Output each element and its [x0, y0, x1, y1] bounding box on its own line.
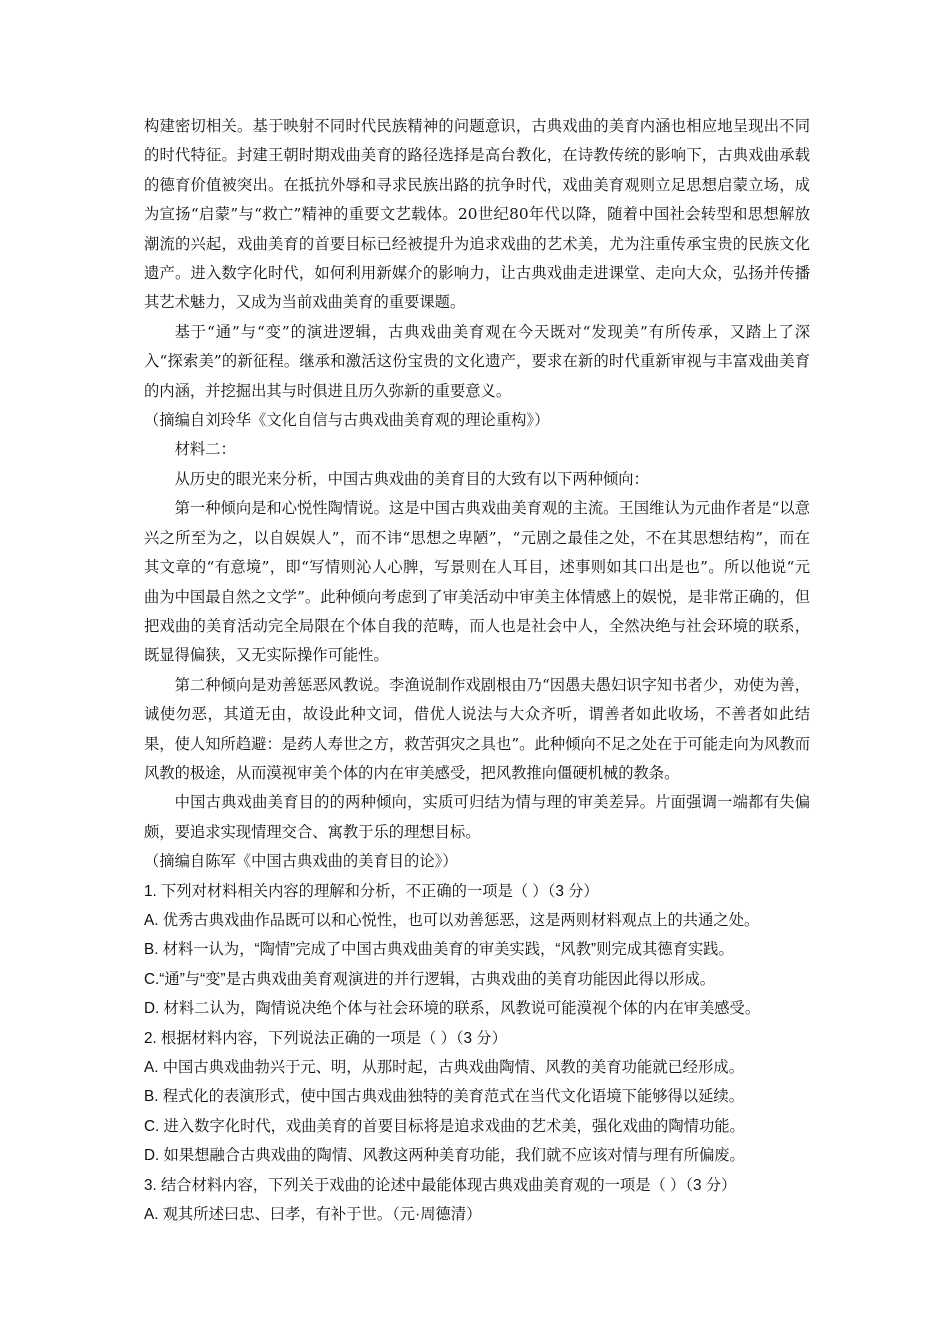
- material1-source: （摘编自刘玲华《文化自信与古典戏曲美育观的理论重构》）: [144, 411, 550, 430]
- question-option: A. 观其所述曰忠、曰孝，有补于世。（元·周德清）: [144, 1206, 482, 1224]
- question-option: B. 材料一认为，“陶情”完成了中国古典戏曲美育的审美实践，“风教”则完成其德育实践。: [144, 941, 734, 959]
- question-option: A. 中国古典戏曲勃兴于元、明，从那时起，古典戏曲陶情、风教的美育功能就已经形成。: [144, 1059, 744, 1076]
- question-option: A. 优秀古典戏曲作品既可以和心悦性，也可以劝善惩恶，这是两则材料观点上的共通之处。: [144, 911, 760, 929]
- question-stem: 1. 下列对材料相关内容的理解和分析，不正确的一项是（ ）（3 分）: [144, 882, 599, 900]
- material1-paragraph: 构建密切相关。基于映射不同时代民族精神的问题意识，古典戏曲的美育内涵也相应地呈现出不同的时代特征。封建王朝时期戏曲美育的路径选择是高台教化，在诗教传统的影响下，古典戏曲承载的德育价值被突出。在抵抗外辱和寻求民族出路的抗争时代，戏曲美育观则立足思想启蒙立场，成为宣扬“启蒙”与“救亡”精神的重要文艺载体。20世纪80年代以降，随着中国社会转型和思想解放潮流的兴起，戏曲美育的首要目标已经被提升为追求戏曲的艺术美，尤为注重传承宝贵的民族文化遗产。进入数字化时代，如何利用新媒介的影响力，让古典戏曲走进课堂、走向大众，弘扬并传播其艺术魅力，又成为当前戏曲美育的重要课题。: [144, 117, 810, 312]
- question-option: B. 程式化的表演形式，使中国古典戏曲独特的美育范式在当代文化语境下能够得以延续。: [144, 1088, 744, 1106]
- material2-source: （摘编自陈军《中国古典戏曲的美育目的论》）: [144, 852, 458, 871]
- question-option: D. 材料二认为，陶情说决绝个体与社会环境的联系，风教说可能漠视个体的内在审美感受。: [144, 1000, 761, 1018]
- question-option: C.“通”与“变”是古典戏曲美育观演进的并行逻辑，古典戏曲的美育功能因此得以形成。: [144, 970, 716, 988]
- question-option: D. 如果想融合古典戏曲的陶情、风教这两种美育功能，我们就不应该对情与理有所偏废。: [144, 1147, 745, 1165]
- question-option: C. 进入数字化时代，戏曲美育的首要目标将是追求戏曲的艺术美，强化戏曲的陶情功能。: [144, 1117, 745, 1135]
- material2-paragraph: 第二种倾向是劝善惩恶风教说。李渔说制作戏剧根由乃“因愚夫愚妇识字知书者少，劝使为善，诚使勿恶，其道无由，故设此种文词，借优人说法与大众齐听，谓善者如此收场，不善者如此结果，使人知所趋避：是药人寿世之方，救苦弭灾之具也”。此种倾向不足之处在于可能走向为风教而风教的极途，从而漠视审美个体的内在审美感受，把风教推向僵硬机械的教条。: [144, 675, 810, 782]
- material2-paragraph: 中国古典戏曲美育目的的两种倾向，实质可归结为情与理的审美差异。片面强调一端都有失偏颇，要追求实现情理交合、寓教于乐的理想目标。: [144, 793, 810, 841]
- material1-paragraph: 基于“通”与“变”的演进逻辑，古典戏曲美育观在今天既对“发现美”有所传承，又踏上了深入“探索美”的新征程。继承和激活这份宝贵的文化遗产，要求在新的时代重新审视与丰富戏曲美育的内涵，并挖掘出其与时俱进且历久弥新的重要意义。: [144, 322, 810, 400]
- material2-paragraph: 从历史的眼光来分析，中国古典戏曲的美育目的大致有以下两种倾向：: [174, 469, 649, 488]
- question-stem: 2. 根据材料内容，下列说法正确的一项是（ ）（3 分）: [144, 1029, 507, 1047]
- exam-page: [144, 112, 810, 1229]
- material2-heading: 材料二：: [174, 440, 236, 459]
- question-stem: 3. 结合材料内容，下列关于戏曲的论述中最能体现古典戏曲美育观的一项是（ ）（3 分）: [144, 1176, 737, 1194]
- material2-paragraph: 第一种倾向是和心悦性陶情说。这是中国古典戏曲美育观的主流。王国维认为元曲作者是“以意兴之所至为之，以自娱娱人”，而不讳“思想之卑陋”，“元剧之最佳之处，不在其思想结构”，而在其文章的“有意境”，即“写情则沁人心脾，写景则在人耳目，述事则如其口出是也”。所以他说“元曲为中国最自然之文学”。此种倾向考虑到了审美活动中审美主体情感上的娱悦，是非常正确的，但把戏曲的美育活动完全局限在个体自我的范畴，而人也是社会中人，全然决绝与社会环境的联系，既显得偏狭，又无实际操作可能性。: [144, 499, 810, 665]
